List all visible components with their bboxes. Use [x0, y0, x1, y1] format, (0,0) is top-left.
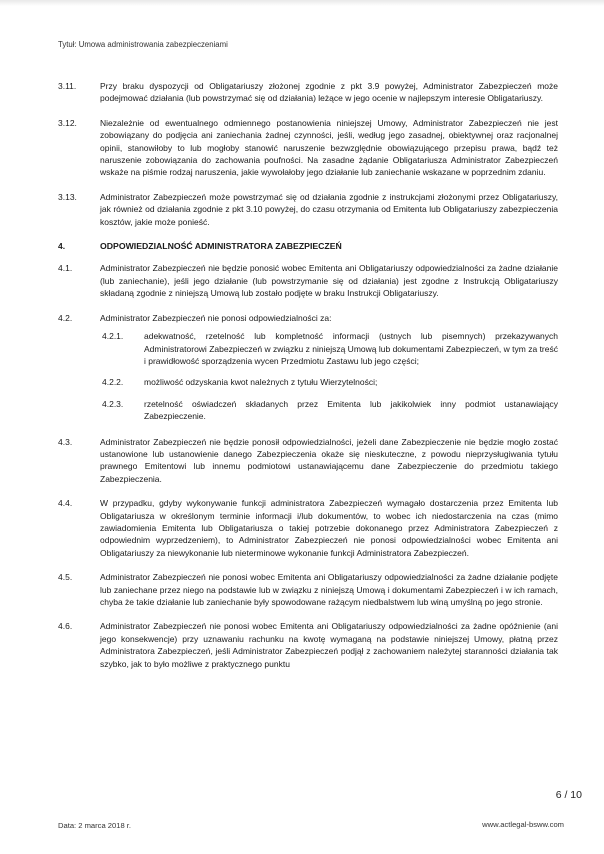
clause-number: 3.11.: [58, 81, 77, 91]
clause-3-13: [58, 191, 558, 228]
document-header-title: Tytuł: Umowa administrowania zabezpieczeniami: [58, 40, 228, 49]
clause-number: 4.4.: [58, 498, 73, 509]
clause-text: Administrator Zabezpieczeń nie będzie ponosił odpowiedzialności, jeżeli dane Zabezpieczenie nie będzie mogło zostać ustanowione lub ustanowienie danego Zabezpieczenia okaże się nieskuteczne, z powodu nieprzysługiwania tytułu prawnego Emitentowi lub innemu podmiotowi ustanawiającemu dane Zabezpieczenie do przedmiotu takiego Zabezpieczenia.: [100, 436, 558, 484]
clause-3-12: [58, 117, 558, 179]
clause-4-5: [58, 571, 558, 608]
clause-number: 3.13.: [58, 191, 77, 202]
clause-text: Przy braku dyspozycji od Obligatariuszy złożonej zgodnie z pkt 3.9 powyżej, Administrator Zabezpieczeń może podejmować działania (lub powstrzymać się od działania) leżące w jego ocenie w najlepszym interesie Obligatariuszy.: [100, 81, 558, 104]
clause-number: 4.1.: [58, 263, 73, 274]
subclause-text: adekwatność, rzetelność lub kompletność informacji (ustnych lub pisemnych) przekazywanych Administratorowi Zabezpieczeń w związku z niniejszą Umową lub dokumentami Zabezpieczeń, w tym za treść i prawidłowość sporządzenia wycen Przedmiotu Zastawu lub jego części;: [144, 331, 558, 366]
subclause-number: 4.2.2.: [102, 377, 124, 388]
clause-3-11: [58, 80, 558, 105]
section-title: ODPOWIEDZIALNOŚĆ ADMINISTRATORA ZABEZPIECZEŃ: [100, 241, 342, 252]
clause-text: Niezależnie od ewentualnego odmiennego postanowienia niniejszej Umowy, Administrator Zabezpieczeń nie jest zobowiązany do podjęcia ani zaniechania żadnej czynności, jeśli, według jego zasadnej, obiektywnej oraz racjonalnej opinii, stanowiłoby to lub mogłoby stanowić naruszenie bezwzględnie obowiązującego przepisu prawa, bądź też naruszenie zobowiązania do zachowania poufności. Na zasadne żądanie Obligatariusza Administrator Zabezpieczeń wskaże na piśmie rodzaj naruszenia, jakie wywołałoby jego działanie lub zaniechanie wskazane w poprzednim zdaniu.: [100, 117, 558, 178]
clause-text: Administrator Zabezpieczeń nie będzie ponosić wobec Emitenta ani Obligatariuszy odpowiedzialności za żadne działanie (lub zaniechanie), jeśli jego działanie (lub powstrzymanie się od działania) jest zgodne z Instrukcją Obligatariuszy składaną zgodnie z niniejszą Umową lub zostało podjęte w braku Instrukcji Obligatariuszy.: [100, 263, 558, 299]
subclause-number: 4.2.1.: [102, 331, 124, 342]
scan-shadow: [0, 0, 604, 6]
clause-text: Administrator Zabezpieczeń nie ponosi wobec Emitenta ani Obligatariuszy odpowiedzialności za żadne działanie podjęte lub zaniechane przez niego na podstawie lub w związku z niniejszą Umową i dokumentami Zabezpieczeń i w ich ramach, chyba że takie działanie lub zaniechanie były spowodowane rażącym niedbalstwem lub winą umyślną po jego stronie.: [100, 572, 558, 607]
clause-number: 4.6.: [58, 621, 73, 632]
clause-4-3: [58, 436, 558, 486]
section-heading-4: [58, 240, 558, 252]
clause-text: Administrator Zabezpieczeń nie ponosi wobec Emitenta ani Obligatariuszy odpowiedzialności za żadne opóźnienie (ani jego konsekwencje) przy uznawaniu rachunku na kwotę wymaganą na podstawie niniejszej Umowy, płatną przez Administratora Zabezpieczeń, jeśli Administrator Zabezpieczeń podjął z zachowaniem należytej staranności działania tak szybko, jak to było możliwe z praktycznego punktu: [100, 621, 558, 669]
clause-4-6: [58, 620, 558, 670]
clause-4-4: [58, 497, 558, 559]
subclause-4-2-2: [58, 376, 558, 388]
document-body: [58, 80, 558, 682]
clause-number: 4.5.: [58, 572, 73, 583]
subclause-number: 4.2.3.: [102, 398, 124, 409]
clause-number: 4.3.: [58, 436, 73, 447]
subclause-text: możliwość odzyskania kwot należnych z tytułu Wierzytelności;: [144, 377, 378, 388]
subclause-text: rzetelność oświadczeń składanych przez Emitenta lub jakikolwiek inny podmiot ustanawiający Zabezpieczenie.: [144, 398, 558, 422]
section-number: 4.: [58, 241, 66, 252]
subclause-4-2-1: [58, 330, 558, 367]
clause-text: Administrator Zabezpieczeń może powstrzymać się od działania zgodnie z instrukcjami złożonymi przez Obligatariuszy, jak również od działania zgodnie z pkt 3.10 powyżej, do czasu otrzymania od Emitenta lub Obligatariuszy zabezpieczenia kosztów, jakie może ponieść.: [100, 191, 558, 227]
clause-text: Administrator Zabezpieczeń nie ponosi odpowiedzialności za:: [100, 312, 332, 323]
clause-4-2: [58, 312, 558, 324]
clause-number: 3.12.: [58, 117, 77, 128]
footer-url: www.actlegal-bsww.com: [482, 820, 564, 829]
clause-text: W przypadku, gdyby wykonywanie funkcji administratora Zabezpieczeń wymagało dostarczenia przez Emitenta lub Obligatariusza w określonym terminie informacji i/lub dokumentów, to wobec ich niedostarczenia na czas (mimo zawiadomienia Emitenta lub Obligatariusza o takiej potrzebie dokonanego przez Administratora Zabezpieczeń z odpowiednim wyprzedzeniem), to Administrator Zabezpieczeń nie ponosi odpowiedzialności wobec Emitenta ani Obligatariuszy za niewykonanie lub nieterminowe wykonanie funkcji Administratora Zabezpieczeń.: [100, 498, 558, 558]
page-number: 6 / 10: [555, 789, 582, 801]
subclause-4-2-3: [58, 398, 558, 423]
clause-4-1: [58, 262, 558, 299]
footer-date: Data: 2 marca 2018 r.: [58, 821, 132, 830]
clause-number: 4.2.: [58, 312, 73, 323]
